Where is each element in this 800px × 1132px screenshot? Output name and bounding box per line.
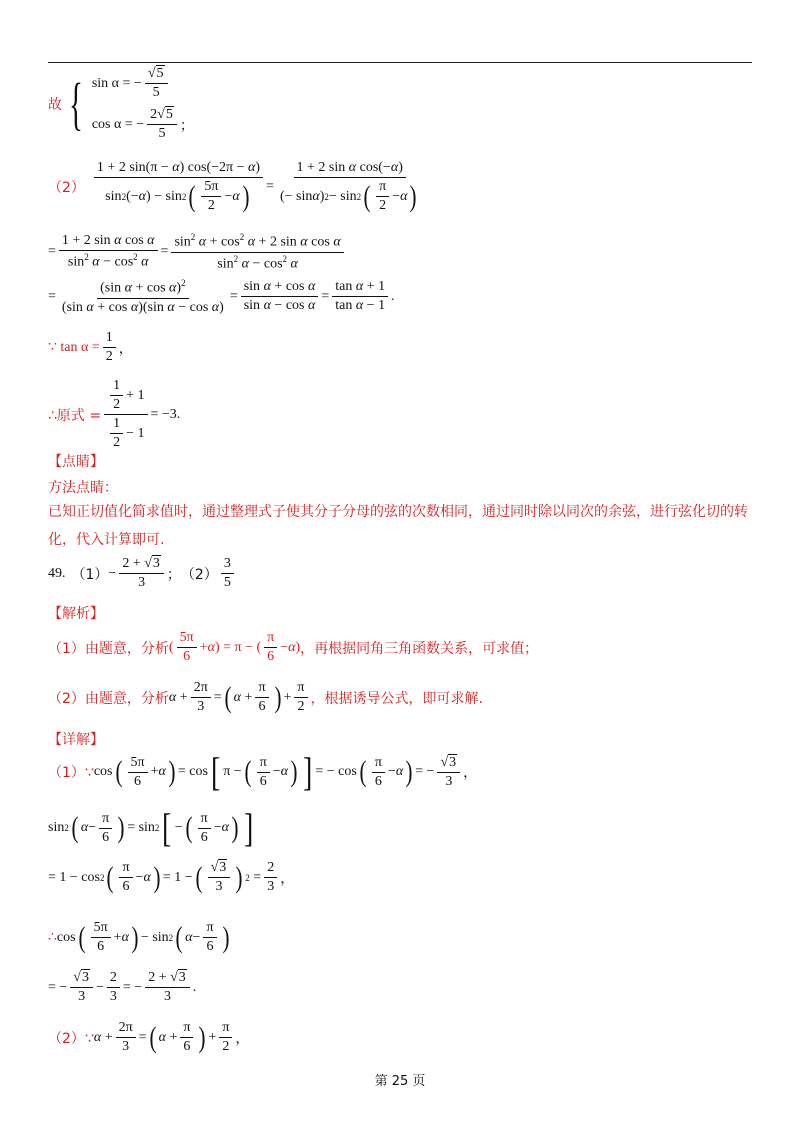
comma: ， [118,340,133,357]
header-rule [48,62,752,63]
semicolon: ； [166,566,181,583]
xj-3: = 1 − cos 2 ( $\frac{\pi}{6}$ − α ) = 1 − ( $\frac{√3}{3}$ ) 2 = $\frac{2}{3}$ ， [48,860,295,894]
q49-p1: （1） [71,566,109,583]
semicolon: ； [179,117,194,134]
system-block [48,66,194,142]
result: = −3. [150,406,181,422]
xj-4: ∴ cos ( $\frac{5\pi}{6}$ + α ) − sin 2 ( α − $\frac{\pi}{6}$ ) [48,920,230,954]
gu-label: 故 [48,97,62,113]
yuanshi-line: ∴原式 = $\frac{1}{2}$ + 1 $\frac{1}{2}$ − 1 = −3. [48,378,181,450]
system [92,66,194,142]
xj-2: sin 2 ( α − $\frac{\pi}{6}$ ) = sin 2 [ − ( $\frac{\pi}{6}$ − α ) ] [48,805,254,850]
page-number: 第 25 页 [374,1074,426,1089]
comma: ， [280,870,295,887]
jiexi-1: （1）由题意，分析 ( $\frac{5\pi}{6}$ + α ) = π − ( $\frac{\pi}{6}$ − α ) ，再根据同角三角函数关系，可求值； [48,630,539,664]
because-tan-line: ∵ tan α = $\frac{1}{2}$ ， [48,330,133,364]
therefore: ∴ [48,930,57,945]
jiexi-2b: ，根据诱导公式，即可求解. [310,690,483,707]
xj-6: （2）∵ α + $\frac{2\pi}{3}$ = ( α + $\frac{\pi}{6}$ ) + $\frac{\pi}{2}$ ， [48,1020,250,1054]
period: . [391,288,395,304]
cos-eq [92,107,194,142]
jiexi-1a: （1）由题意，分析 [48,640,169,657]
brace: { [68,71,83,136]
jiexi-2: （2）由题意，分析 α + $\frac{2\pi}{3}$ = ( α + $\frac{\pi}{6}$ ) + $\frac{\pi}{2}$ ，根据诱导公式，即可求解. [48,680,483,714]
dianjing-title: 【点睛】 [48,454,104,470]
q49-p2: （2） [180,566,218,583]
part2-label: （2） [48,180,85,196]
frac-left: 1 + 2 sin(π − α) cos(−2π − α) sin 2 (− α ) − sin 2 ( $\frac{5\pi}{2}$ − α ) [94,160,263,214]
jiexi-1b: ，再根据同角三角函数关系，可求值； [300,640,539,657]
q49-line: 49. （1） − $\frac{2 + √3}{3}$ ； （2） $\frac{3}{5}$ [48,556,237,591]
frac-right: 1 + 2 sin α cos(−α) (− sin α ) 2 − sin 2 ( $\frac{\pi}{2}$ − α ) [279,160,417,213]
jiexi-title: 【解析】 [48,606,104,622]
jiexi-2a: （2）由题意，分析 [48,690,169,707]
part2-line1: （2） 1 + 2 sin(π − α) cos(−2π − α) sin 2 (− α ) − sin 2 ( $\frac{5\pi}{2}$ − α ) = 1 + 2 sin α cos(−α) (− sin α ) 2 − sin 2 ( $\frac{\pi}{2}$ − α ) [48,160,425,214]
yuanshi-label: ∴原式 = [48,407,102,424]
xj1-label: （1）∵ [48,765,94,781]
part2-line2: = $\frac{\text{1 + 2 sin α cos α}}{\sin^2 \alpha - \cos^2 \alpha}$ = $\frac{\sin^2 \alpha + \cos^2 \alpha + 2 \sin \alpha \cos \alpha}{\sin^2 \alpha - \cos^2 \alpha}$ [48,232,347,272]
q49-number: 49. [48,565,66,581]
method-title: 方法点睛： [48,480,118,496]
comma: ， [235,1030,250,1047]
period: . [192,979,197,995]
sin-eq [92,66,194,101]
comma: ， [463,765,478,781]
xj2-label: （2）∵ [48,1030,94,1047]
cos-eq-text: cos α = − [91,116,145,132]
xiangjie-title: 【详解】 [48,732,104,748]
xj-1: （1）∵ cos ( $\frac{5\pi}{6}$ + α ) = cos [ π − ( $\frac{\pi}{6}$ − α ) ] = − cos ( $\frac{\pi}{6}$ − α ) = − $\frac{√3}{3}$ ， [48,749,478,794]
because-tan: ∵ tan α = [48,340,100,355]
frac: $\frac{√5}{5}$ [145,66,168,101]
sin-eq-text: sin α = − [91,75,142,91]
part2-line3: = $\frac{(\sin \alpha + \cos \alpha)^2}{\text{(sin α + cos α)(sin α − cos α)}}$ = $\frac{\text{sin α + cos α}}{\text{sin α − cos α}}$ = $\frac{\text{tan α + 1}}{\text{tan α − 1}}$ . [48,278,395,315]
frac: $\frac{2√5}{5}$ [147,107,177,142]
xj-5: = − $\frac{√3}{3}$ − $\frac{2}{3}$ = − $\frac{2 + √3}{3}$ . [48,970,197,1004]
method-text: 已知正切值化简求值时，通过整理式子使其分子分母的弦的次数相同，通过同时除以同次的余弦，进行弦化切的转化，代入计算即可. [48,504,748,548]
